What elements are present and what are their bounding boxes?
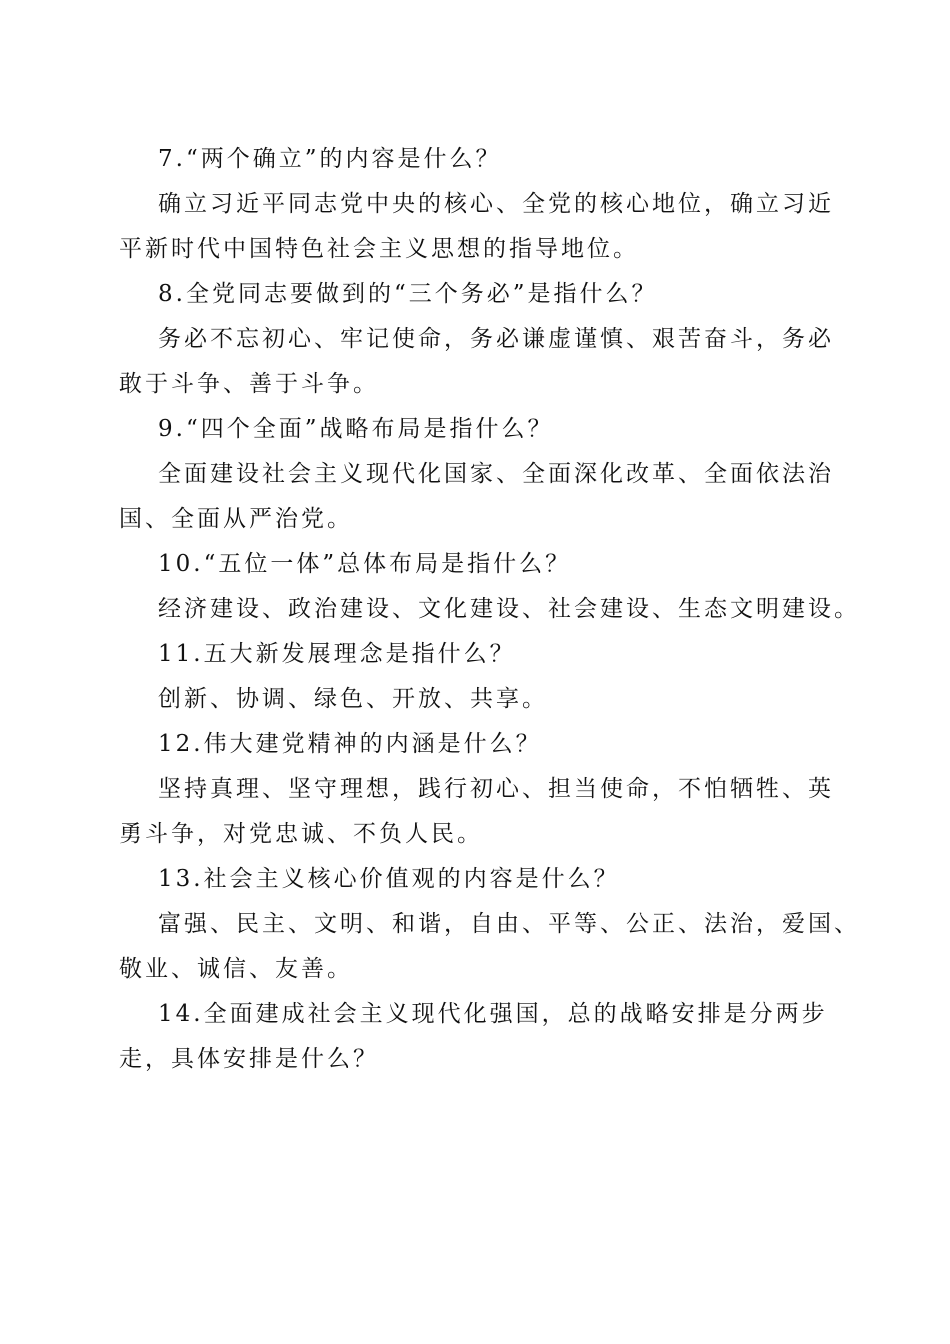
question-7: 7.“两个确立”的内容是什么？ (158, 146, 502, 172)
qa-item-9 (119, 407, 839, 542)
answer-8-line-1: 务必不忘初心、牢记使命，务必谦虚谨慎、艰苦奋斗，务必 (158, 326, 834, 352)
answer-13-line-2: 敬业、诚信、友善。 (119, 956, 353, 982)
qa-item-14 (119, 992, 839, 1082)
qa-item-12 (119, 722, 839, 857)
answer-7-line-2: 平新时代中国特色社会主义思想的指导地位。 (119, 236, 639, 262)
qa-item-8 (119, 272, 839, 407)
answer-11-line-1: 创新、协调、绿色、开放、共享。 (158, 686, 548, 712)
question-13: 13.社会主义核心价值观的内容是什么？ (158, 866, 620, 892)
answer-10-line-1: 经济建设、政治建设、文化建设、社会建设、生态文明建设。 (158, 596, 860, 622)
question-11: 11.五大新发展理念是指什么？ (158, 641, 516, 667)
qa-item-7 (119, 137, 839, 272)
question-14-line-1: 14.全面建成社会主义现代化强国，总的战略安排是分两步 (158, 1001, 828, 1027)
qa-item-11 (119, 632, 839, 722)
answer-8-line-2: 敢于斗争、善于斗争。 (119, 371, 379, 397)
answer-12-line-1: 坚持真理、坚守理想，践行初心、担当使命，不怕牺牲、英 (158, 776, 834, 802)
question-8: 8.全党同志要做到的“三个务必”是指什么？ (158, 281, 658, 307)
question-12: 12.伟大建党精神的内涵是什么？ (158, 731, 542, 757)
answer-13-line-1: 富强、民主、文明、和谐，自由、平等、公正、法治，爱国、 (158, 911, 860, 937)
answer-7-line-1: 确立习近平同志党中央的核心、全党的核心地位，确立习近 (158, 191, 834, 217)
question-14-line-2: 走，具体安排是什么？ (119, 1046, 379, 1072)
answer-9-line-1: 全面建设社会主义现代化国家、全面深化改革、全面依法治 (158, 461, 834, 487)
qa-item-13 (119, 857, 860, 992)
question-10: 10.“五位一体”总体布局是指什么？ (158, 551, 572, 577)
qa-item-10 (119, 542, 860, 632)
question-9: 9.“四个全面”战略布局是指什么？ (158, 416, 554, 442)
document-page (119, 137, 860, 1082)
answer-12-line-2: 勇斗争，对党忠诚、不负人民。 (119, 821, 483, 847)
answer-9-line-2: 国、全面从严治党。 (119, 506, 353, 532)
